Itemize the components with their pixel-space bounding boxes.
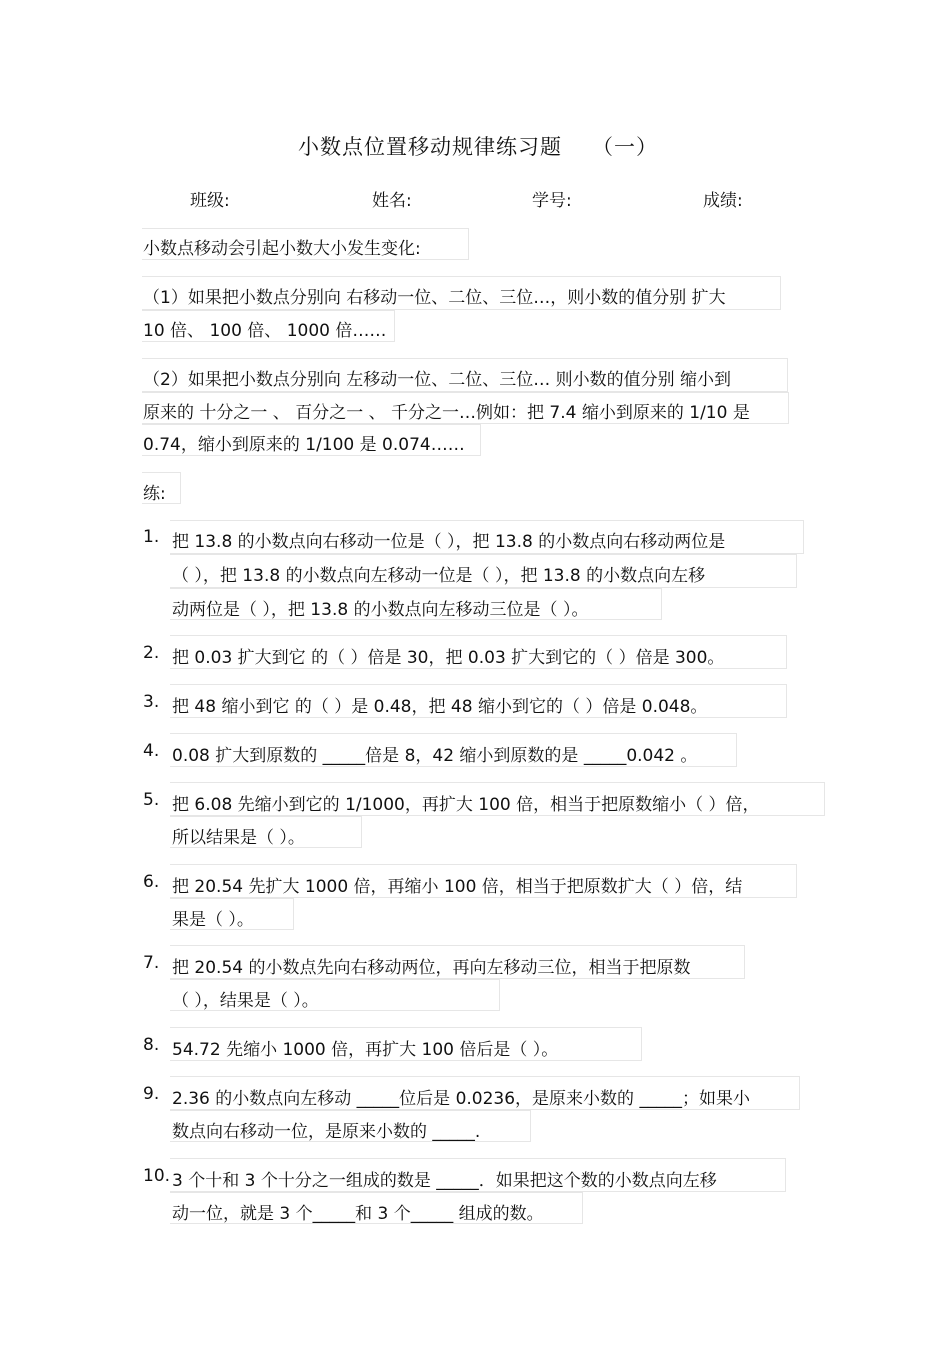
question-6-line-1: 把 20.54 先扩大 1000 倍，再缩小 100 倍，相当于把原数扩大（ ）倍，结 — [172, 877, 743, 897]
question-6-line-2: 果是（ ）。 — [172, 910, 254, 930]
score-label: 成绩: — [703, 191, 743, 211]
question-7-line-2: （ ），结果是（ ）。 — [172, 991, 319, 1011]
question-9-line-1: 2.36 的小数点向左移动 _____位后是 0.0236，是原来小数的 _____；如果小 — [172, 1089, 750, 1109]
rule2-line3: 0.74，缩小到原来的 1/100 是 0.074…… — [143, 435, 465, 455]
question-number: 7. — [143, 953, 160, 973]
class-label: 班级: — [190, 191, 230, 211]
practice-label: 练: — [143, 484, 166, 504]
question-2-line-1: 把 0.03 扩大到它 的（ ）倍是 30，把 0.03 扩大到它的（ ）倍是 300。 — [172, 648, 725, 668]
question-9-line-2: 数点向右移动一位，是原来小数的 _____. — [172, 1122, 481, 1142]
page-title — [298, 131, 658, 161]
question-3-line-1: 把 48 缩小到它 的（ ）是 0.48，把 48 缩小到它的（ ）倍是 0.048。 — [172, 697, 708, 717]
question-number: 1. — [143, 527, 160, 547]
question-number: 10. — [143, 1166, 171, 1186]
title-suffix: （一） — [592, 135, 658, 159]
rule1-line2: 10 倍、 100 倍、 1000 倍…… — [143, 321, 387, 341]
question-number: 3. — [143, 692, 160, 712]
rule2-line2: 原来的 十分之一 、 百分之一 、 千分之一…例如：把 7.4 缩小到原来的 1/10 是 — [143, 403, 750, 423]
question-5-line-2: 所以结果是（ ）。 — [172, 828, 305, 848]
question-5-line-1: 把 6.08 先缩小到它的 1/1000，再扩大 100 倍，相当于把原数缩小（ ）倍， — [172, 795, 760, 815]
question-number: 8. — [143, 1035, 160, 1055]
question-1-line-2: （ ），把 13.8 的小数点向左移动一位是（ ），把 13.8 的小数点向左移 — [172, 566, 706, 586]
question-number: 2. — [143, 643, 160, 663]
question-1-line-3: 动两位是（ ），把 13.8 的小数点向左移动三位是（ ）。 — [172, 600, 589, 620]
title-text: 小数点位置移动规律练习题 — [298, 135, 562, 159]
student-id-label: 学号: — [532, 191, 572, 211]
question-1-line-1: 把 13.8 的小数点向右移动一位是（ ），把 13.8 的小数点向右移动两位是 — [172, 532, 726, 552]
rule2-line1: （2）如果把小数点分别向 左移动一位、二位、三位… 则小数的值分别 缩小到 — [143, 370, 732, 390]
question-number: 5. — [143, 790, 160, 810]
question-number: 4. — [143, 741, 160, 761]
question-7-line-1: 把 20.54 的小数点先向右移动两位，再向左移动三位，相当于把原数 — [172, 958, 691, 978]
question-8-line-1: 54.72 先缩小 1000 倍，再扩大 100 倍后是（ ）。 — [172, 1040, 559, 1060]
name-label: 姓名: — [372, 191, 412, 211]
question-10-line-1: 3 个十和 3 个十分之一组成的数是 _____．如果把这个数的小数点向左移 — [172, 1171, 717, 1191]
question-4-line-1: 0.08 扩大到原数的 _____倍是 8，42 缩小到原数的是 _____0.042 。 — [172, 746, 698, 766]
question-10-line-2: 动一位，就是 3 个_____和 3 个_____ 组成的数。 — [172, 1204, 544, 1224]
rule1-line1: （1）如果把小数点分别向 右移动一位、二位、三位…，则小数的值分别 扩大 — [143, 288, 726, 308]
question-number: 9. — [143, 1084, 160, 1104]
intro-text: 小数点移动会引起小数大小发生变化: — [143, 239, 421, 259]
question-number: 6. — [143, 872, 160, 892]
